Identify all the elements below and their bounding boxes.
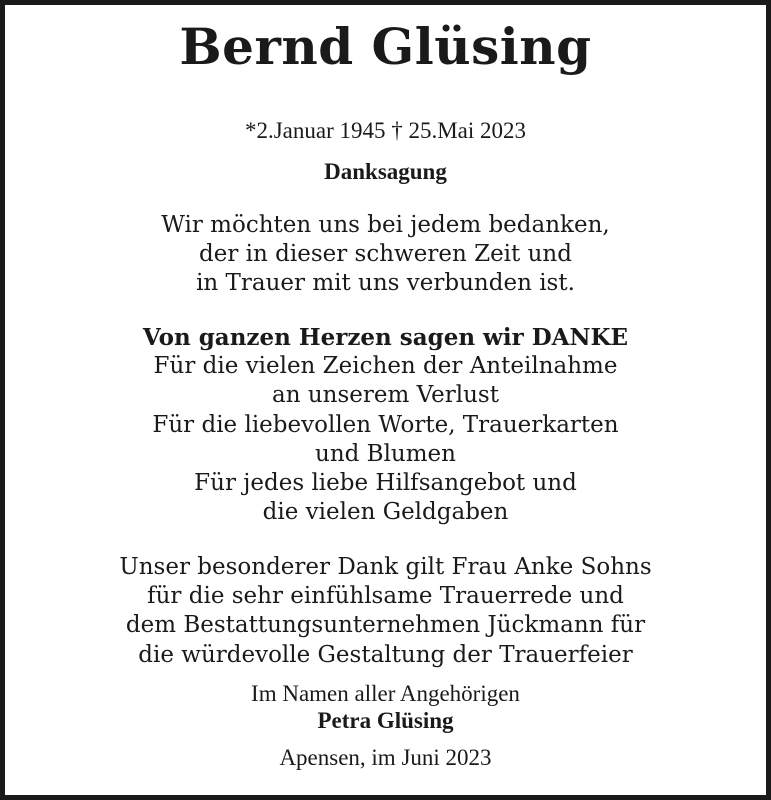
thanks-line: Für die vielen Zeichen der Anteilnahme: [153, 353, 618, 380]
special-thanks-line: für die sehr einfühlsame Trauerrede und: [147, 583, 624, 610]
intro-line: Wir möchten uns bei jedem bedanken,: [161, 212, 610, 238]
special-thanks-line: Unser besonderer Dank gilt Frau Anke Sohns: [119, 554, 652, 580]
place-date: Apensen, im Juni 2023: [279, 745, 492, 770]
life-dates: *2.Januar 1945 † 25.Mai 2023: [244, 118, 527, 143]
signature-name: Petra Glüsing: [317, 708, 454, 733]
special-thanks-line: dem Bestattungsunternehmen Jückmann für: [125, 612, 646, 639]
intro-line: der in dieser schweren Zeit und: [199, 241, 572, 268]
thanks-line: an unserem Verlust: [272, 382, 499, 409]
notice-heading: Danksagung: [324, 159, 447, 184]
signature-intro: Im Namen aller Angehörigen: [251, 681, 520, 706]
thanks-line: Für jedes liebe Hilfsangebot und: [194, 470, 577, 497]
intro-line: in Trauer mit uns verbunden ist.: [196, 270, 575, 297]
deceased-name: Bernd Glüsing: [179, 17, 592, 76]
special-thanks-line: die würdevolle Gestaltung der Trauerfeier: [138, 641, 633, 668]
thanks-paragraph: [5, 323, 766, 527]
thanks-line: die vielen Geldgaben: [262, 499, 509, 526]
thanks-title: Von ganzen Herzen sagen wir DANKE: [142, 324, 629, 351]
intro-paragraph: [5, 211, 766, 299]
thanks-line: und Blumen: [315, 440, 456, 467]
thanks-line: Für die liebevollen Worte, Trauerkarten: [152, 411, 619, 438]
special-thanks-paragraph: [5, 553, 766, 670]
